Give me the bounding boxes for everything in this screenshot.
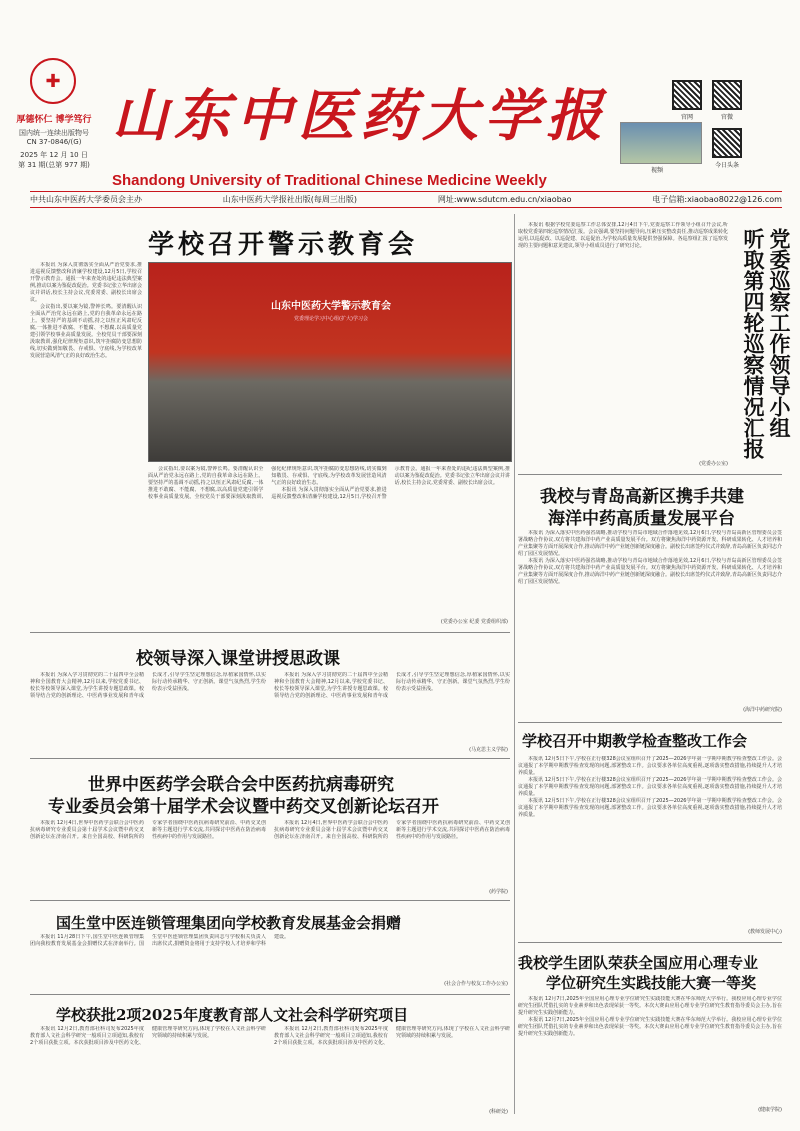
headline-donation: 国生堂中医连锁管理集团向学校教育发展基金会捐赠 [56, 914, 402, 932]
article-paragraph: 本报讯 12月2日,教育部社科司发布2025年度教育部人文社会科学研究一般项目立项通知,我校有2个项目获批立项。本次获批项目涉及中医药文化、健康管理等研究方向,体现了学校在人文社会科学研究领域的持续积累与发展。 [274, 1026, 510, 1046]
qr-code-icon [672, 80, 702, 110]
byline: (党委办公室 纪委 党委组织部) [440, 619, 508, 625]
issue-number: 第 31 期(总第 977 期) [18, 161, 90, 169]
article-paragraph: 本报讯 12月2日,教育部社科司发布2025年度教育部人文社会科学研究一般项目立项通知,我校有2个项目获批立项。本次获批项目涉及中医药文化、健康管理等研究方向,体现了学校在人文社会科学研究领域的持续积累与发展。 [30, 1026, 266, 1046]
article-paragraph: 会议指出,要以案为镜,警钟长鸣。要清醒认识全面从严治党永远在路上,党的自我革命永远在路上。要坚持严的基调不动摇,持之以恒正风肃纪反腐,一体推进不敢腐、不能腐、不想腐,以高质量党建引领学校事业高质量发展。全校党员干部要深刻汲取教训,强化纪律规矩意识,筑牢拒腐防变思想防线,切实做到知敬畏、存戒惧、守底线,为学校改革发展营造风清气正的良好政治生态。 [148, 466, 387, 500]
headline-teaching-check: 学校召开中期教学检查整改工作会 [522, 732, 748, 750]
cn-number: CN 37-0846/(G) [26, 138, 82, 146]
headline-psychology-2: 学位研究生实践技能大赛一等奖 [546, 974, 757, 992]
headline-qingdao-2: 海洋中药高质量发展平台 [548, 509, 735, 529]
qr-code-icon [712, 80, 742, 110]
issue-date: 2025 年 12 月 10 日 [20, 151, 88, 159]
qr-label: 视频 [650, 167, 663, 174]
article-body-columns [30, 820, 510, 886]
headline-moe-project: 学校获批2项2025年度教育部人文社会科学研究项目 [56, 1006, 409, 1024]
headline-wfcms-2: 专业委员会第十届学术会议暨中药交叉创新论坛召开 [48, 797, 439, 817]
qr-code-icon [712, 128, 742, 158]
byline: (社会合作与校友工作办公室) [444, 981, 508, 987]
article-body-columns [30, 1026, 510, 1106]
article-body [518, 756, 782, 926]
qr-label: 官微 [720, 114, 733, 121]
article-paragraph: 本报讯 为深入落实中医药强省战略,推动学校与青岛市地域合作落地见效,12月6日,学校与青岛高新区管理委员会签署战略合作协议,双方将共建海洋中药产业高质量发展平台。双方将聚焦海洋中药资源开发、科研成果转化、人才培养和产业集聚等方面开展深度合作,推动海洋中药产业链创新链深度融合。副校长出席签约仪式并致辞,青岛高新区负责同志介绍了园区发展情况。 [518, 558, 782, 585]
motto: 厚德怀仁 博学笃行 [16, 115, 92, 125]
article-body [518, 996, 782, 1104]
article-body-columns [148, 466, 510, 614]
headline-col: 听取第四轮巡察情况汇报 [741, 228, 766, 459]
website-text[interactable]: 网址:www.sdutcm.edu.cn/xiaobao [437, 195, 572, 204]
divider [30, 994, 510, 995]
byline: (药学院) [489, 889, 508, 895]
article-body-columns [30, 934, 510, 978]
article-paragraph: 本报讯 为深入学习贯彻党的二十届四中全会精神和全国教育大会精神,12月以来,学校党委书记、校长等校领导深入课堂,为学生讲授专题思政课。校领导结合党的创新理论、中医药事业发展和青年成长成才,引导学生坚定理想信念,厚植家国情怀,以实际行动传承精华、守正创新。课堂气氛热烈,学生纷纷表示受益匪浅。 [274, 672, 510, 699]
byline: (马克思主义学院) [469, 747, 508, 753]
qr-label: 官网 [680, 114, 693, 121]
headline-qingdao-1: 我校与青岛高新区携手共建 [540, 487, 744, 507]
headline-ideology-class: 校领导深入课堂讲授思政课 [136, 649, 340, 669]
article-paragraph: 本报讯 为深入落实中医药强省战略,推动学校与青岛市地域合作落地见效,12月6日,学校与青岛高新区管理委员会签署战略合作协议,双方将共建海洋中药产业高质量发展平台。双方将聚焦海洋中药资源开发、科研成果转化、人才培养和产业集聚等方面开展深度合作,推动海洋中药产业链创新链深度融合。副校长出席签约仪式并致辞,青岛高新区负责同志介绍了园区发展情况。 [518, 530, 782, 557]
article-body-columns [30, 672, 510, 744]
divider [518, 474, 782, 475]
email-text[interactable]: 电子信箱:xiaobao8022@126.com [652, 195, 782, 204]
meeting-photo [148, 262, 512, 462]
article-paragraph: 本报讯 12月4日,世界中医药学会联合会中医药抗病毒研究专业委员会第十届学术会议暨中药交叉创新论坛在济南召开。来自全国高校、科研院所的专家学者围绕中医药抗病毒研究前沿、中药交叉创新等主题进行学术交流,共同探讨中医药在防治病毒性疾病中的作用与发展路径。 [274, 820, 510, 840]
article-paragraph: 本报讯 为深入贯彻落实全面从严治党要求,推进巡视反馈整改和清廉学校建设,12月5日,学校召开警示教育会。通报一年来查处的违纪违法典型案例,推动以案为鉴促改促治。党委书记张立华出席会议并讲话,校长主持会议,党委常委、副校长出席会议。 [30, 262, 142, 303]
photo-banner: 山东中医药大学警示教育会 [271, 301, 391, 312]
article-paragraph: 本报讯 11月28日下午,国生堂中医连锁管理集团向我校教育发展基金会捐赠仪式在济南举行。国生堂中医连锁管理集团负责同志与学校相关负责人出席仪式,捐赠资金将用于支持学校人才培养和学科建设。 [30, 934, 290, 947]
article-paragraph: 本报讯 根据学校党委巡察工作总体安排,12月4日下午,党委巡察工作领导小组召开会议,听取校党委第四轮巡察情况汇报。会议强调,要坚持问题导向,压紧压实整改责任,推动巡察成果转化运用,以巡促改、以巡促建、以巡促治,为学校高质量发展提供坚强保障。各巡察组汇报了巡察发现的主要问题和意见建议,领导小组成员进行了研究讨论。 [518, 222, 728, 249]
article-paragraph: 本报讯 12月7日,2025年全国应用心理专业学位研究生实践技能大赛在华东师范大学举行。我校应用心理专业学位研究生团队凭借扎实的专业素养和出色表现荣获一等奖。本次大赛由应用心理专业学位研究生教育指导委员会主办,旨在提升研究生实践创新能力。 [518, 996, 782, 1016]
article-body [518, 530, 782, 702]
article-paragraph: 本报讯 12月5日下午,学校在正行楼328会议室组织召开了2025—2026学年第一学期中期教学检查整改工作会。会议通报了本学期中期教学检查发现的问题,部署整改工作。会议要求各单位高度重视,逐项落实整改措施,持续提升人才培养质量。 [518, 777, 782, 797]
divider [518, 942, 782, 943]
article-paragraph: 本报讯 12月5日下午,学校在正行楼328会议室组织召开了2025—2026学年第一学期中期教学检查整改工作会。会议通报了本学期中期教学检查发现的问题,部署整改工作。会议要求各单位高度重视,逐项落实整改措施,持续提升人才培养质量。 [518, 756, 782, 776]
sponsor-line: 国内统一连续出版物号 [19, 129, 89, 137]
university-emblem-icon: ✚ [30, 58, 76, 104]
headline-inspection [730, 228, 790, 459]
article-paragraph: 本报讯 12月4日,世界中医药学会联合会中医药抗病毒研究专业委员会第十届学术会议暨中药交叉创新论坛在济南召开。来自全国高校、科研院所的专家学者围绕中医药抗病毒研究前沿、中药交叉创新等主题进行学术交流,共同探讨中医药在防治病毒性疾病中的作用与发展路径。 [30, 820, 266, 840]
divider [30, 632, 510, 633]
headline-col: 党委巡察工作领导小组 [767, 228, 792, 438]
photo-banner-sub: 党委理论学习中心组(扩大)学习会 [294, 316, 368, 322]
article-paragraph: 本报讯 为深入贯彻落实全面从严治党要求,推进巡视反馈整改和清廉学校建设,12月5日,学校召开警示教育会。通报一年来查处的违纪违法典型案例,推动以案为鉴促改促治。党委书记张立华出席会议并讲话,校长主持会议,党委常委、副校长出席会议。 [271, 466, 510, 500]
divider [30, 900, 510, 901]
byline: (海洋中药研究院) [743, 707, 782, 713]
article-paragraph: 本报讯 为深入学习贯彻党的二十届四中全会精神和全国教育大会精神,12月以来,学校党委书记、校长等校领导深入课堂,为学生讲授专题思政课。校领导结合党的创新理论、中医药事业发展和青年成长成才,引导学生坚定理想信念,厚植家国情怀,以实际行动传承精华、守正创新。课堂气氛热烈,学生纷纷表示受益匪浅。 [30, 672, 266, 699]
masthead-photo [620, 122, 702, 164]
article-paragraph: 本报讯 12月5日下午,学校在正行楼328会议室组织召开了2025—2026学年第一学期中期教学检查整改工作会。会议通报了本学期中期教学检查发现的问题,部署整改工作。会议要求各单位高度重视,逐项落实整改措施,持续提升人才培养质量。 [518, 798, 782, 818]
headline-warning-education: 学校召开警示教育会 [148, 230, 419, 260]
headline-psychology-1: 我校学生团队荣获全国应用心理专业 [518, 954, 759, 972]
article-body [30, 262, 142, 632]
byline: (科研处) [489, 1109, 508, 1115]
newspaper-title: 山东中医药大学报 [112, 83, 608, 149]
headline-wfcms-1: 世界中医药学会联合会中医药抗病毒研究 [88, 775, 394, 795]
newspaper-english-title: Shandong University of Traditional Chinese Medicine Weekly [112, 172, 547, 189]
byline: (健康学院) [758, 1107, 782, 1113]
info-bar [30, 191, 782, 208]
publisher-text: 山东中医药大学报社出版(每周三出版) [222, 195, 358, 204]
organizer-text: 中共山东中医药大学委员会主办 [30, 195, 142, 204]
column-divider [514, 214, 515, 1114]
article-paragraph: 本报讯 12月7日,2025年全国应用心理专业学位研究生实践技能大赛在华东师范大学举行。我校应用心理专业学位研究生团队凭借扎实的专业素养和出色表现荣获一等奖。本次大赛由应用心理专业学位研究生教育指导委员会主办,旨在提升研究生实践创新能力。 [518, 1017, 782, 1037]
divider [518, 722, 782, 723]
article-body [518, 222, 728, 460]
byline: (教师发展中心) [748, 929, 782, 935]
qr-label: 今日头条 [714, 162, 739, 169]
byline: (党委办公室) [699, 461, 728, 467]
divider [30, 758, 510, 759]
article-paragraph: 会议指出,要以案为镜,警钟长鸣。要清醒认识全面从严治党永远在路上,党的自我革命永远在路上。要坚持严的基调不动摇,持之以恒正风肃纪反腐,一体推进不敢腐、不能腐、不想腐,以高质量党建引领学校事业高质量发展。全校党员干部要深刻汲取教训,强化纪律规矩意识,筑牢拒腐防变思想防线,切实做到知敬畏、存戒惧、守底线,为学校改革发展营造风清气正的良好政治生态。 [30, 304, 142, 359]
